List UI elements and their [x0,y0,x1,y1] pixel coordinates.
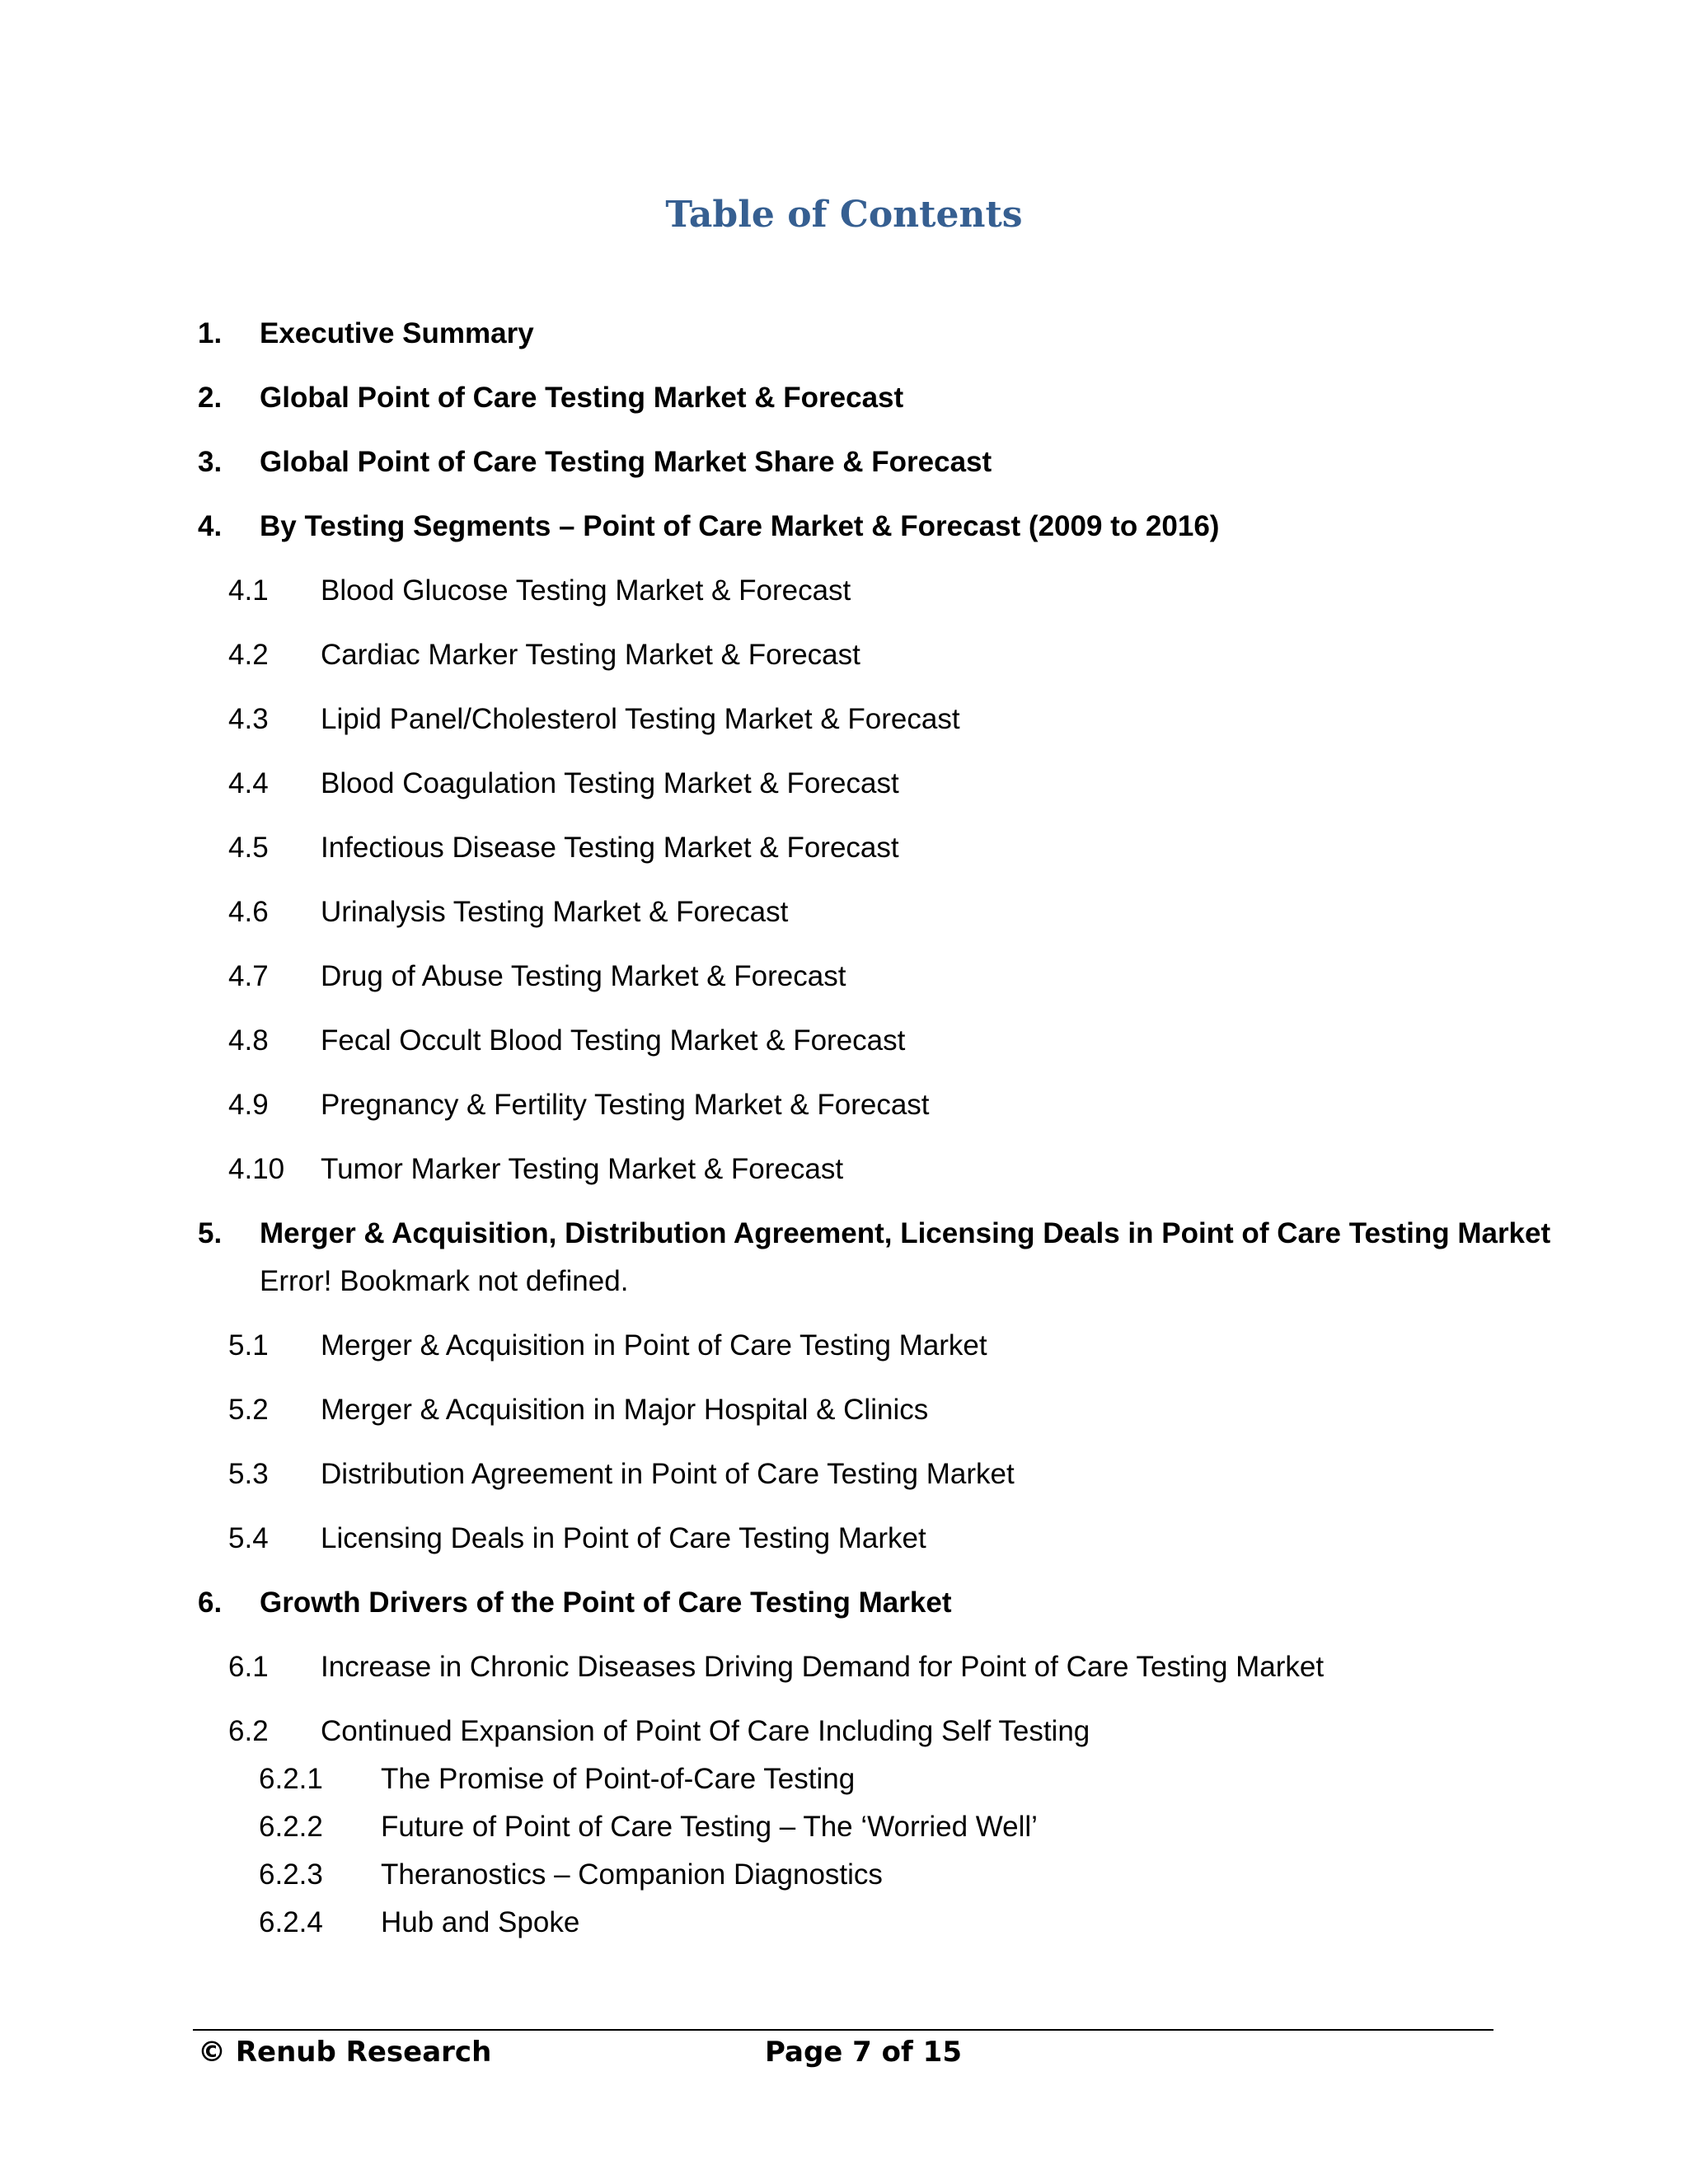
toc-entry-number: 5.4 [228,1522,269,1554]
toc-entry-number: 6.2.3 [259,1858,323,1891]
toc-entry-number: 6.2.4 [259,1906,323,1938]
bookmark-error-note: Error! Bookmark not defined. [260,1265,629,1297]
footer-divider [193,2029,1493,2031]
toc-entry-number: 6.2.1 [259,1763,323,1795]
toc-entry-number: 5.1 [228,1329,269,1361]
toc-entry-text: Growth Drivers of the Point of Care Testing Market [260,1586,952,1619]
toc-entry-number: 6.2 [228,1715,269,1747]
toc-entry-number: 4.9 [228,1089,269,1121]
toc-entry-number: 4.10 [228,1153,285,1185]
toc-entry-number: 5. [198,1217,223,1249]
toc-entry-text: Merger & Acquisition in Major Hospital & Clinics [321,1394,929,1426]
toc-entry-number: 4.3 [228,703,269,735]
toc-entry-text: Distribution Agreement in Point of Care Testing Market [321,1458,1015,1490]
toc-entry-number: 4.2 [228,639,269,671]
page-title: Table of Contents [665,194,1023,236]
toc-entry-number: 4.6 [228,896,269,928]
toc-entry-text: Cardiac Marker Testing Market & Forecast [321,639,860,671]
footer-copyright: © Renub Research [198,2036,492,2069]
toc-entry-text: Infectious Disease Testing Market & Forecast [321,832,899,864]
toc-entry-text: Blood Coagulation Testing Market & Forecast [321,767,899,799]
toc-entry-text: Global Point of Care Testing Market & Forecast [260,382,904,414]
toc-entry-number: 4.4 [228,767,269,799]
toc-entry-number: 4.1 [228,574,269,607]
toc-entry-number: 4.8 [228,1024,269,1057]
toc-entry-text: Global Point of Care Testing Market Share & Forecast [260,446,992,478]
toc-entry-text: Lipid Panel/Cholesterol Testing Market & Forecast [321,703,960,735]
toc-entry-number: 6.2.2 [259,1811,323,1843]
toc-entry-text: The Promise of Point-of-Care Testing [381,1763,856,1795]
toc-entry-text: Merger & Acquisition in Point of Care Testing Market [321,1329,987,1361]
toc-entry-number: 4. [198,510,223,542]
toc-entry-text: Increase in Chronic Diseases Driving Demand for Point of Care Testing Market [321,1651,1325,1683]
toc-entry-number: 4.5 [228,832,269,864]
toc-entry-text: Blood Glucose Testing Market & Forecast [321,574,851,607]
toc-entry-text: Executive Summary [260,317,534,349]
toc-entry-text: Theranostics – Companion Diagnostics [381,1858,883,1891]
toc-entry-text: By Testing Segments – Point of Care Market & Forecast (2009 to 2016) [260,510,1220,542]
toc-entry-number: 4.7 [228,960,269,992]
toc-entry-text: Licensing Deals in Point of Care Testing Market [321,1522,926,1554]
toc-entry-text: Fecal Occult Blood Testing Market & Forecast [321,1024,906,1057]
toc-entry-text: Future of Point of Care Testing – The ‘Worried Well’ [381,1811,1038,1843]
toc-entry-number: 6. [198,1586,223,1619]
toc-entry-text: Urinalysis Testing Market & Forecast [321,896,789,928]
toc-entry-text: Tumor Marker Testing Market & Forecast [321,1153,844,1185]
toc-entry-number: 3. [198,446,223,478]
toc-entry-number: 6.1 [228,1651,269,1683]
toc-entry-number: 5.3 [228,1458,269,1490]
footer-page-number: Page 7 of 15 [765,2036,962,2069]
toc-entry-number: 1. [198,317,223,349]
toc-entry-text: Pregnancy & Fertility Testing Market & Forecast [321,1089,930,1121]
toc-entry-text: Merger & Acquisition, Distribution Agreement, Licensing Deals in Point of Care Testing Market [260,1217,1551,1249]
toc-entry-number: 2. [198,382,223,414]
toc-entry-text: Continued Expansion of Point Of Care Including Self Testing [321,1715,1090,1747]
toc-entry-number: 5.2 [228,1394,269,1426]
toc-entry-text: Drug of Abuse Testing Market & Forecast [321,960,846,992]
toc-entry-text: Hub and Spoke [381,1906,580,1938]
